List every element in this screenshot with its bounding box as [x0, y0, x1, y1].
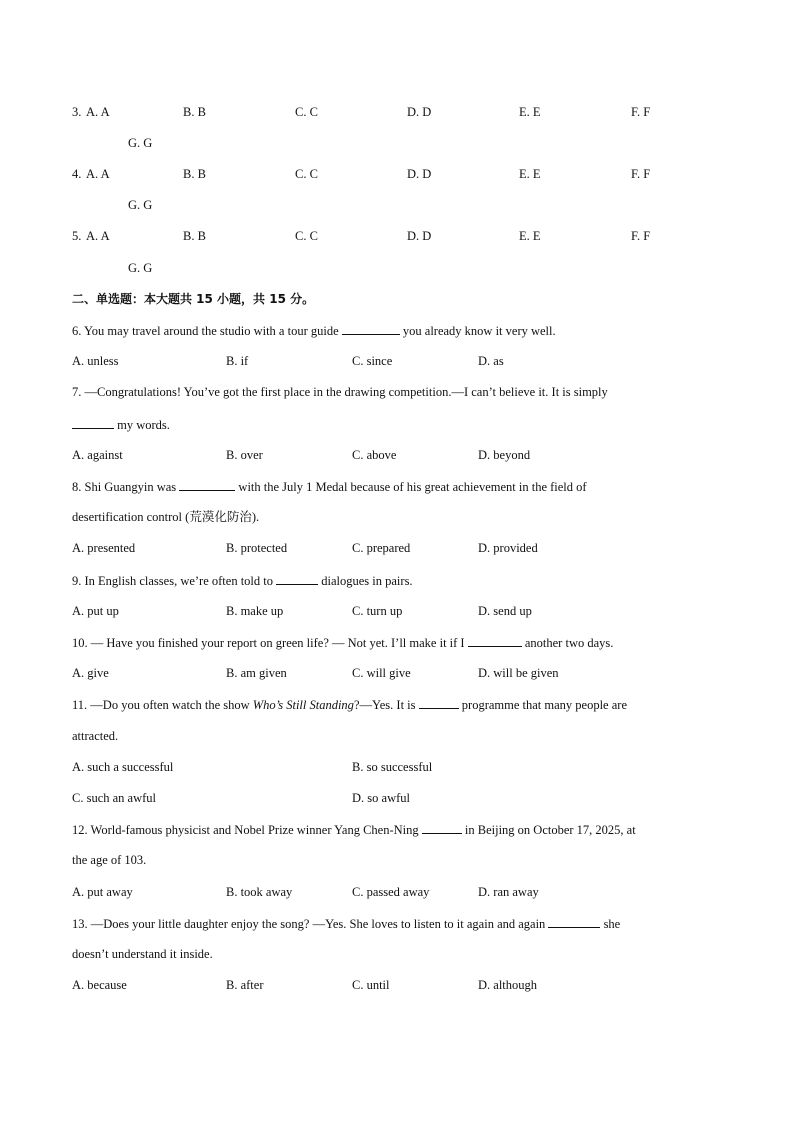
option-c: C. C [295, 105, 318, 119]
option-b: B. B [183, 105, 206, 119]
option-c: C. turn up [352, 604, 403, 618]
option-a: A. A [86, 105, 110, 119]
option-d: D. ran away [478, 885, 539, 899]
answer-blank [419, 696, 459, 709]
answer-blank [276, 572, 318, 585]
question-number: 3. [72, 105, 82, 119]
option-d: D. although [478, 978, 538, 992]
question-8-line2: desertification control (荒漠化防治). [72, 510, 260, 524]
option-b: B. after [226, 978, 264, 992]
question-text: you already know it very well. [402, 324, 556, 338]
question-text: in Beijing on October 17, 2025, at [464, 823, 636, 837]
question-text: programme that many people are [461, 698, 627, 712]
question-12-line2: the age of 103. [72, 853, 147, 867]
option-g: G. G [128, 261, 153, 275]
answer-blank [468, 634, 522, 647]
option-c: C. since [352, 354, 393, 368]
option-d: D. D [407, 229, 432, 243]
question-text: 11. —Do you often watch the show [72, 698, 250, 712]
question-13-line2: doesn’t understand it inside. [72, 947, 213, 961]
option-a: A. against [72, 448, 123, 462]
question-number: 4. [72, 167, 82, 181]
option-a: A. A [86, 167, 110, 181]
option-b: B. make up [226, 604, 284, 618]
question-6 [72, 322, 556, 339]
option-c: C. C [295, 229, 318, 243]
option-c: C. such an awful [72, 791, 157, 805]
option-d: D. D [407, 167, 432, 181]
question-8 [72, 478, 587, 495]
option-b: B. took away [226, 885, 293, 899]
question-text: she [603, 917, 621, 931]
option-g: G. G [128, 198, 153, 212]
question-text: dialogues in pairs. [321, 574, 413, 588]
question-text: with the July 1 Medal because of his great achievement in the field of [238, 480, 587, 494]
section-heading: 二、单选题：本大题共 15 小题，共 15 分。 [72, 292, 315, 306]
question-text: 12. World-famous physicist and Nobel Prize winner Yang Chen-Ning [72, 823, 419, 837]
answer-blank [548, 915, 600, 928]
option-b: B. so successful [352, 760, 433, 774]
question-text: 6. You may travel around the studio with a tour guide [72, 324, 339, 338]
option-a: A. A [86, 229, 110, 243]
option-c: C. until [352, 978, 390, 992]
option-d: D. provided [478, 541, 538, 555]
option-a: A. give [72, 666, 109, 680]
option-c: C. will give [352, 666, 411, 680]
question-text: my words. [117, 418, 170, 432]
option-b: B. over [226, 448, 263, 462]
option-d: D. as [478, 354, 504, 368]
option-a: A. presented [72, 541, 136, 555]
question-text: 13. —Does your little daughter enjoy the song? —Yes. She loves to listen to it again and again [72, 917, 546, 931]
option-e: E. E [519, 167, 541, 181]
option-a: A. put away [72, 885, 133, 899]
show-title: Who’s Still Standing [252, 698, 354, 712]
question-text: ?—Yes. It is [353, 698, 416, 712]
option-b: B. am given [226, 666, 287, 680]
answer-blank [179, 478, 235, 491]
option-g: G. G [128, 136, 153, 150]
option-e: E. E [519, 229, 541, 243]
option-f: F. F [631, 167, 651, 181]
option-c: C. passed away [352, 885, 430, 899]
option-b: B. B [183, 167, 206, 181]
option-b: B. protected [226, 541, 288, 555]
option-d: D. will be given [478, 666, 559, 680]
question-text: 10. — Have you finished your report on green life? — Not yet. I’ll make it if I [72, 636, 465, 650]
question-11 [72, 696, 627, 713]
question-text: 9. In English classes, we’re often told to [72, 574, 273, 588]
option-a: A. put up [72, 604, 119, 618]
question-11-line2: attracted. [72, 729, 119, 743]
question-7: 7. —Congratulations! You’ve got the first place in the drawing competition.—I can’t believe it. It is simply [72, 385, 608, 399]
option-d: D. so awful [352, 791, 410, 805]
option-b: B. B [183, 229, 206, 243]
option-c: C. prepared [352, 541, 411, 555]
option-d: D. send up [478, 604, 532, 618]
question-number: 5. [72, 229, 82, 243]
option-a: A. because [72, 978, 127, 992]
option-c: C. above [352, 448, 397, 462]
answer-blank [342, 322, 400, 335]
option-a: A. such a successful [72, 760, 174, 774]
question-text: another two days. [524, 636, 614, 650]
option-f: F. F [631, 105, 651, 119]
option-f: F. F [631, 229, 651, 243]
question-10 [72, 634, 613, 651]
option-d: D. beyond [478, 448, 531, 462]
question-text: 8. Shi Guangyin was [72, 480, 177, 494]
answer-blank [72, 416, 114, 429]
question-12 [72, 821, 636, 838]
option-d: D. D [407, 105, 432, 119]
option-a: A. unless [72, 354, 119, 368]
answer-blank [422, 821, 462, 834]
question-9 [72, 572, 413, 589]
question-7-line2 [72, 416, 170, 433]
option-b: B. if [226, 354, 249, 368]
option-c: C. C [295, 167, 318, 181]
option-e: E. E [519, 105, 541, 119]
question-13 [72, 915, 620, 932]
